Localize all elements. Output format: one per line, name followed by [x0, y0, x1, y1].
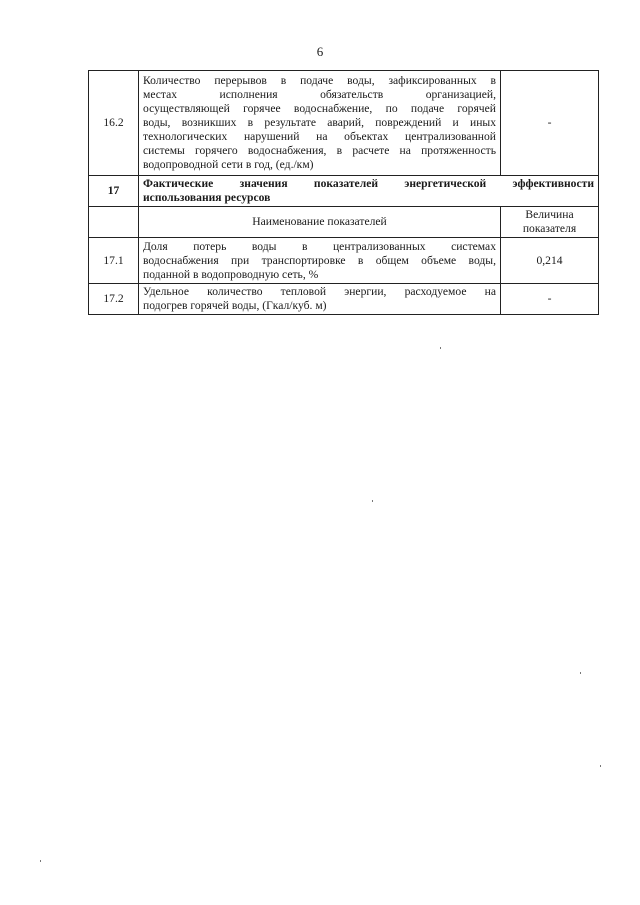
- row-number: 17.2: [89, 284, 139, 315]
- indicators-table: [88, 70, 599, 315]
- text-line: воды, возникших в результате аварий, повреждений и иных: [143, 116, 496, 129]
- text-line: осуществляющей горячее водоснабжение, по подаче горячей: [143, 102, 496, 115]
- text-line: водопроводной сети в год, (ед./км): [143, 158, 314, 171]
- header-row: [89, 207, 599, 238]
- indicator-name: [139, 284, 501, 315]
- text-line: системы горячего водоснабжения, в расчете на протяженность: [143, 144, 496, 157]
- table-row: [89, 238, 599, 284]
- scan-speck: [580, 672, 581, 674]
- scan-speck: [40, 860, 41, 862]
- text-line: местах исполнения обязательств организацией,: [143, 88, 496, 101]
- row-number: 17.1: [89, 238, 139, 284]
- section-number: 17: [89, 176, 139, 207]
- header-empty-cell: [89, 207, 139, 238]
- scan-speck: [372, 500, 373, 502]
- indicator-value: -: [501, 284, 599, 315]
- indicator-name: [139, 71, 501, 176]
- text-line: использования ресурсов: [143, 191, 271, 204]
- text-line: технологических нарушений на объектах централизованной: [143, 130, 496, 143]
- text-line: подогрев горячей воды, (Гкал/куб. м): [143, 299, 327, 312]
- page-number: 6: [316, 44, 324, 59]
- text-line: Удельное количество тепловой энергии, расходуемое на: [143, 285, 496, 298]
- header-name: Наименование показателей: [139, 207, 501, 238]
- section-title: [139, 176, 599, 207]
- text-line: Фактические значения показателей энергетической эффективности: [143, 177, 594, 190]
- text-line: Доля потерь воды в централизованных системах: [143, 239, 496, 253]
- text-line: Количество перерывов в подаче воды, зафиксированных в: [143, 74, 496, 87]
- table-row: [89, 71, 599, 176]
- text-line: Величина: [525, 208, 574, 221]
- scan-speck: [600, 765, 601, 767]
- header-value: [501, 207, 599, 238]
- indicator-value: -: [501, 71, 599, 176]
- text-line: показателя: [522, 222, 577, 235]
- indicator-value: 0,214: [501, 238, 599, 284]
- indicator-name: [139, 238, 501, 284]
- row-number: 16.2: [89, 71, 139, 176]
- table-row: [89, 284, 599, 315]
- scan-speck: [440, 347, 441, 349]
- text-line: водоснабжения при транспортировке в общем объеме воды,: [143, 253, 496, 267]
- section-row: [89, 176, 599, 207]
- text-line: поданной в водопроводную сеть, %: [143, 267, 319, 281]
